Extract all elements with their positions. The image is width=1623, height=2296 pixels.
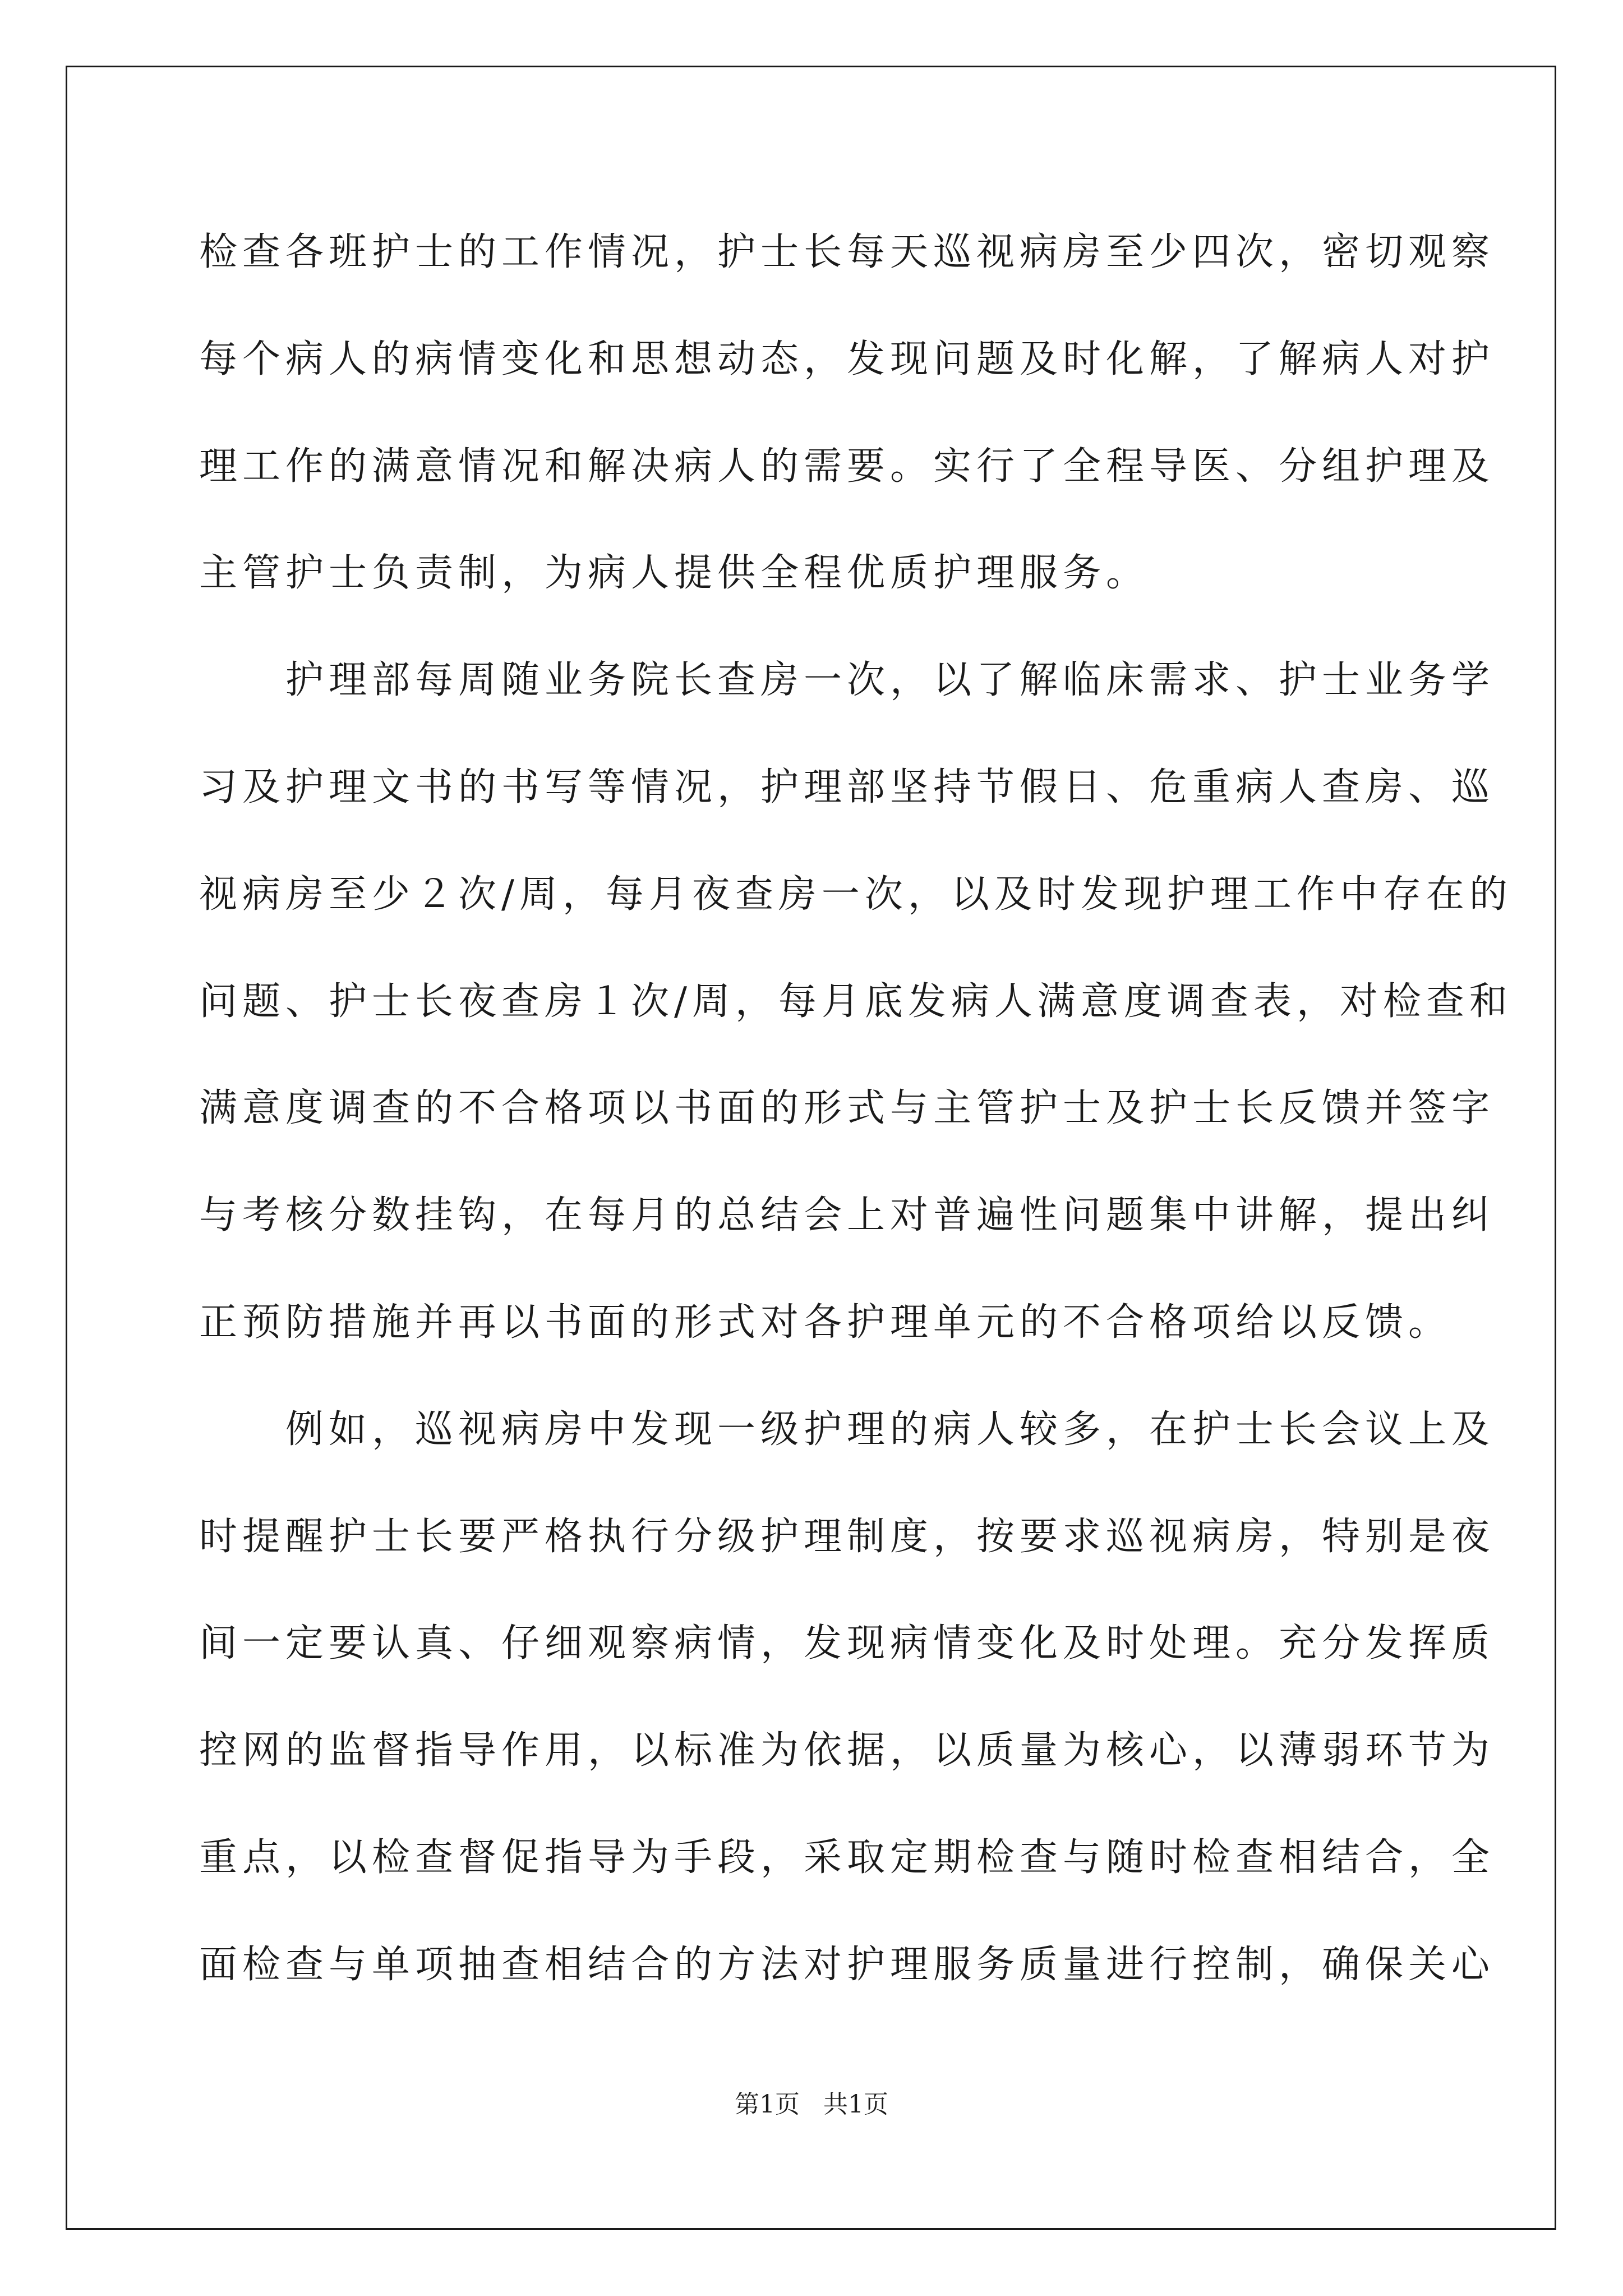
text-line: 习及护理文书的书写等情况，护理部坚持节假日、危重病人查房、巡 xyxy=(199,765,1495,809)
text-line: 与考核分数挂钩，在每月的总结会上对普遍性问题集中讲解，提出纠 xyxy=(199,1193,1495,1238)
text-line: 检查各班护士的工作情况，护士长每天巡视病房至少四次，密切观察 xyxy=(199,230,1495,274)
text-line: 视病房至少２次/周，每月夜查房一次，以及时发现护理工作中存在的 xyxy=(199,872,1513,917)
paragraph-3 xyxy=(199,1377,1495,2019)
text-line: 例如，巡视病房中发现一级护理的病人较多，在护士长会议上及 xyxy=(285,1407,1495,1452)
paragraph-2 xyxy=(199,627,1513,1377)
text-line: 理工作的满意情况和解决病人的需要。实行了全程导医、分组护理及 xyxy=(199,444,1495,489)
text-line: 满意度调查的不合格项以书面的形式与主管护士及护士长反馈并签字 xyxy=(199,1086,1495,1131)
text-line: 问题、护士长夜查房１次/周，每月底发病人满意度调查表，对检查和 xyxy=(199,979,1513,1024)
text-line: 时提醒护士长要严格执行分级护理制度，按要求巡视病房，特别是夜 xyxy=(199,1514,1495,1559)
page-footer: 第1页 共1页 xyxy=(735,2090,888,2119)
text-line: 正预防措施并再以书面的形式对各护理单元的不合格项给以反馈。 xyxy=(199,1300,1452,1345)
text-line: 护理部每周随业务院长查房一次，以了解临床需求、护士业务学 xyxy=(285,658,1495,703)
paragraph-1 xyxy=(199,199,1495,627)
text-line: 主管护士负责制，为病人提供全程优质护理服务。 xyxy=(199,551,1150,596)
text-line: 控网的监督指导作用，以标准为依据，以质量为核心，以薄弱环节为 xyxy=(199,1728,1495,1773)
text-line: 面检查与单项抽查相结合的方法对护理服务质量进行控制，确保关心 xyxy=(199,1942,1495,1987)
document-body xyxy=(199,199,1513,2019)
text-line: 每个病人的病情变化和思想动态，发现问题及时化解，了解病人对护 xyxy=(199,337,1495,381)
text-line: 重点，以检查督促指导为手段，采取定期检查与随时检查相结合，全 xyxy=(199,1835,1495,1880)
text-line: 间一定要认真、仔细观察病情，发现病情变化及时处理。充分发挥质 xyxy=(199,1621,1495,1666)
